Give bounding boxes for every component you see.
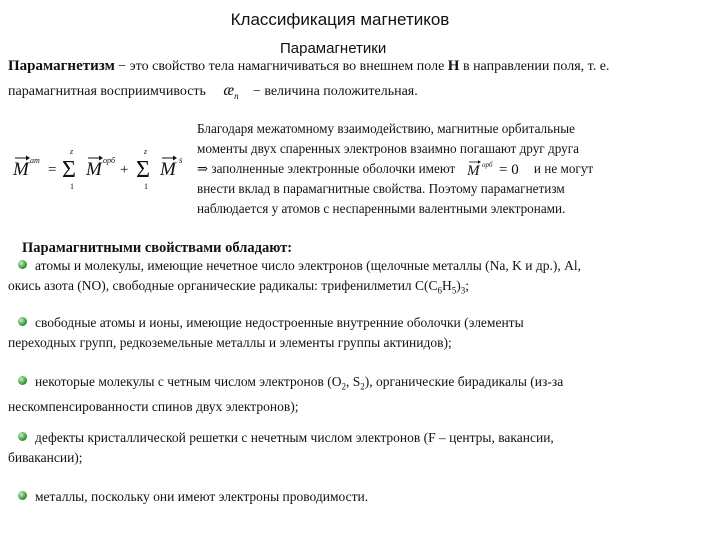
explanation-line-3-a: заполненные электронные оболочки имеют bbox=[211, 161, 456, 176]
explanation-line-1: Благодаря межатомному взаимодействию, магнитные орбитальные bbox=[197, 121, 575, 136]
formula-plus: + bbox=[120, 162, 129, 178]
sum2-upper: z bbox=[144, 147, 148, 156]
orbital-moment-zero-formula bbox=[467, 159, 531, 177]
sum1-lower: 1 bbox=[70, 182, 74, 191]
bullet-icon bbox=[18, 317, 27, 326]
definition-line-2 bbox=[8, 82, 418, 101]
slide-title: Классификация магнетиков bbox=[230, 10, 450, 29]
definition-text-a: − это свойство тела намагничиваться во внешнем поле bbox=[114, 59, 448, 74]
formula-lhs-sup: ат bbox=[30, 156, 40, 165]
definition-line2-b: − величина положительная. bbox=[249, 84, 418, 99]
definition-term: Парамагнетизм bbox=[8, 58, 115, 74]
properties-heading: Парамагнитными свойствами обладают: bbox=[22, 240, 293, 256]
svg-text:орб: орб bbox=[481, 161, 493, 169]
definition-text-b: в направлении поля, т. е. bbox=[459, 59, 610, 74]
svg-text:M: M bbox=[466, 163, 480, 177]
susceptibility-symbol: $æ_п$ bbox=[223, 82, 239, 102]
list-item: атомы и молекулы, имеющие нечетное число электронов (щелочные металлы (Na, K и др.), Al, окись азота (NO), свободные органические радикалы: трифенилметил $C(C_6H_5)_3$; bbox=[8, 258, 582, 296]
explanation-line-3-b: и не могут bbox=[530, 161, 594, 176]
formula-spin: M bbox=[160, 159, 176, 180]
definition-line2-a: парамагнитная восприимчивость bbox=[8, 84, 206, 99]
explanation-line-3 bbox=[197, 159, 657, 179]
list-item: некоторые молекулы с четным числом электронов ($O_2$, $S_2$), органические бирадикалы (из-за нескомпенсированности спинов двух электронов); bbox=[8, 374, 564, 414]
magnetic-moment-formula bbox=[6, 143, 191, 198]
bullet-icon bbox=[18, 376, 27, 385]
formula-spin-sup: s bbox=[179, 155, 183, 165]
explanation-line-5: наблюдается у атомов с неспаренными валентными электронами. bbox=[197, 201, 566, 216]
bullet-icon bbox=[18, 260, 27, 269]
sum1-sigma: Σ bbox=[62, 157, 76, 183]
formula-lhs: M bbox=[13, 159, 29, 180]
formula-orb: M bbox=[86, 159, 102, 180]
sum2-sigma: Σ bbox=[136, 157, 150, 183]
list-item: свободные атомы и ионы, имеющие недостроенные внутренние оболочки (элементы переходных групп, редкоземельные металлы и элементы группы актинидов); bbox=[8, 315, 524, 350]
implies-arrow-icon: ⇒ bbox=[197, 161, 209, 176]
explanation-line-2: моменты двух спаренных электронов взаимно погашают друг друга bbox=[197, 141, 579, 156]
slide-subtitle: Парамагнетики bbox=[280, 40, 387, 57]
formula-equals: = bbox=[48, 162, 57, 178]
formula-orb-sup: орб bbox=[103, 156, 116, 165]
svg-text:= 0: = 0 bbox=[498, 162, 519, 177]
definition-line-1 bbox=[8, 58, 716, 75]
explanation-block bbox=[197, 119, 657, 219]
sum1-upper: z bbox=[70, 147, 74, 156]
sum2-lower: 1 bbox=[144, 182, 148, 191]
bullet-icon bbox=[18, 432, 27, 441]
field-symbol: H bbox=[447, 58, 460, 74]
list-item: дефекты кристаллической решетки с нечетным числом электронов (F – центры, вакансии, бивакансии); bbox=[8, 430, 554, 465]
list-item: металлы, поскольку они имеют электроны проводимости. bbox=[8, 487, 713, 507]
bullet-icon bbox=[18, 491, 27, 500]
explanation-line-4: внести вклад в парамагнитные свойства. Поэтому парамагнетизм bbox=[197, 181, 565, 196]
